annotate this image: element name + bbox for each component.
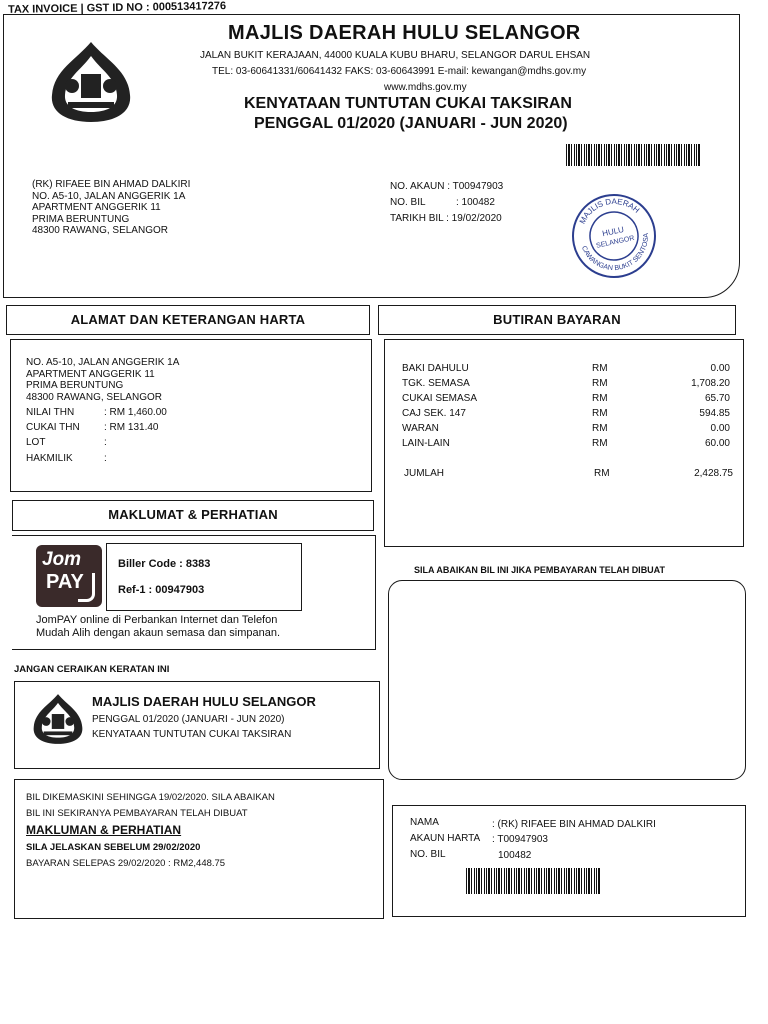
document-title: KENYATAAN TUNTUTAN CUKAI TAKSIRAN — [244, 95, 572, 112]
payment-total-amount: 2,428.75 — [694, 468, 733, 479]
property-row-value: : RM 131.40 — [104, 422, 159, 433]
jompay-logo — [36, 545, 102, 607]
payment-row-currency: RM — [592, 378, 608, 389]
notice-line-3: SILA JELASKAN SEBELUM 29/02/2020 — [26, 842, 201, 853]
biller-code: Biller Code : 8383 — [118, 558, 211, 570]
recipient-address — [32, 179, 190, 237]
stamp-top-text: MAJLIS DAERAH — [577, 196, 642, 226]
payment-row-amount: 1,708.20 — [691, 378, 730, 389]
info-section-title: MAKLUMAT & PERHATIAN — [12, 500, 374, 531]
slip-title: KENYATAAN TUNTUTAN CUKAI TAKSIRAN — [92, 729, 292, 740]
notice-line-1: BIL DIKEMASKINI SEHINGGA 19/02/2020. SILA ABAIKAN — [26, 792, 275, 803]
property-row-label: LOT — [26, 437, 46, 448]
property-address-line: PRIMA BERUNTUNG — [26, 380, 124, 391]
payment-row-label: LAIN-LAIN — [402, 438, 450, 449]
payment-row-currency: RM — [592, 363, 608, 374]
notice-line-4: BAYARAN SELEPAS 29/02/2020 : RM2,448.75 — [26, 858, 226, 869]
property-address-line: 48300 RAWANG, SELANGOR — [26, 391, 162, 403]
property-row-label: HAKMILIK — [26, 453, 73, 464]
slip-logo — [30, 692, 86, 746]
property-address — [26, 357, 179, 403]
recipient-line: APARTMENT ANGGERIK 11 — [32, 202, 161, 213]
jompay-logo-bottom: PAY — [46, 571, 84, 593]
council-contact: TEL: 03-60641331/60641432 FAKS: 03-60643991 E-mail: kewangan@mdhs.gov.my — [212, 66, 587, 77]
property-row-label: NILAI THN — [26, 407, 75, 418]
tear-notice: JANGAN CERAIKAN KERATAN INI — [14, 664, 170, 675]
payer-bill-value: 100482 — [498, 850, 532, 861]
jompay-note-1: JomPAY online di Perbankan Internet dan Telefon — [36, 614, 278, 626]
ignore-notice: SILA ABAIKAN BIL INI JIKA PEMBAYARAN TELAH DIBUAT — [414, 565, 666, 575]
bill-number-label: NO. BIL — [390, 197, 426, 208]
payment-row-amount: 60.00 — [704, 438, 730, 449]
recipient-line: 48300 RAWANG, SELANGOR — [32, 225, 168, 236]
slip-council: MAJLIS DAERAH HULU SELANGOR — [92, 694, 316, 709]
payer-account-value: : T00947903 — [492, 834, 548, 845]
bill-date: TARIKH BIL : 19/02/2020 — [390, 213, 502, 224]
payment-row-label: CAJ SEK. 147 — [402, 408, 466, 419]
stamp-bottom-text: CAWANGAN BUKIT SENTOSA — [579, 232, 651, 273]
tax-invoice-line: TAX INVOICE | GST ID NO : 000513417276 — [7, 0, 227, 16]
payment-total-label: JUMLAH — [404, 468, 445, 479]
office-stamp — [562, 184, 666, 288]
payment-row-label: WARAN — [402, 423, 439, 434]
biller-box — [106, 543, 302, 611]
blank-payment-box — [388, 580, 746, 780]
payment-row-currency: RM — [592, 438, 608, 449]
council-logo — [46, 40, 136, 124]
payment-row-label: TGK. SEMASA — [402, 378, 470, 389]
property-address-line: APARTMENT ANGGERIK 11 — [26, 368, 155, 380]
jompay-hook-icon — [78, 573, 95, 602]
council-address: JALAN BUKIT KERAJAAN, 44000 KUALA KUBU BHARU, SELANGOR DARUL EHSAN — [200, 50, 591, 61]
stamp-center-1: HULU — [601, 224, 625, 239]
payment-row-amount: 65.70 — [704, 393, 730, 404]
payment-row-currency: RM — [592, 408, 608, 419]
property-row-value: : — [104, 437, 107, 448]
notice-line-2: BIL INI SEKIRANYA PEMBAYARAN TELAH DIBUAT — [26, 808, 248, 819]
property-row-value: : — [104, 453, 107, 464]
reference-number: Ref-1 : 00947903 — [118, 584, 205, 596]
recipient-line: PRIMA BERUNTUNG — [32, 213, 130, 225]
billing-period: PENGGAL 01/2020 (JANUARI - JUN 2020) — [254, 115, 568, 132]
account-number: NO. AKAUN : T00947903 — [390, 181, 504, 192]
payment-row-label: BAKI DAHULU — [402, 363, 469, 374]
payer-account-label: AKAUN HARTA — [410, 833, 481, 844]
jompay-note-2: Mudah Alih dengan akaun semasa dan simpanan. — [36, 627, 281, 639]
bill-number-value: : 100482 — [456, 197, 495, 208]
stamp-center-2: SELANGOR — [595, 234, 636, 250]
payment-section-title: BUTIRAN BAYARAN — [378, 305, 736, 335]
property-row-label: CUKAI THN — [26, 422, 80, 433]
council-name: MAJLIS DAERAH HULU SELANGOR — [228, 22, 581, 44]
notice-heading: MAKLUMAN & PERHATIAN — [26, 823, 182, 837]
payment-row-currency: RM — [592, 423, 608, 434]
payer-barcode — [466, 868, 600, 894]
payment-row-amount: 0.00 — [710, 423, 730, 434]
payment-total-currency: RM — [594, 468, 610, 479]
payer-name-label: NAMA — [410, 817, 439, 828]
payment-row-amount: 0.00 — [710, 363, 730, 374]
header-barcode — [566, 144, 700, 166]
property-row-value: : RM 1,460.00 — [104, 407, 167, 418]
payer-bill-label: NO. BIL — [410, 849, 446, 860]
recipient-line: NO. A5-10, JALAN ANGGERIK 1A — [32, 190, 186, 202]
payment-row-currency: RM — [592, 393, 608, 404]
property-address-line: NO. A5-10, JALAN ANGGERIK 1A — [26, 357, 180, 368]
payment-row-amount: 594.85 — [699, 408, 730, 419]
council-website: www.mdhs.gov.my — [384, 82, 467, 93]
property-section-title: ALAMAT DAN KETERANGAN HARTA — [6, 305, 370, 335]
jompay-logo-top: Jom — [42, 549, 82, 570]
slip-period: PENGGAL 01/2020 (JANUARI - JUN 2020) — [92, 714, 285, 725]
payment-row-label: CUKAI SEMASA — [402, 393, 478, 404]
recipient-line: (RK) RIFAEE BIN AHMAD DALKIRI — [32, 179, 191, 190]
payer-name-value: : (RK) RIFAEE BIN AHMAD DALKIRI — [492, 819, 656, 830]
